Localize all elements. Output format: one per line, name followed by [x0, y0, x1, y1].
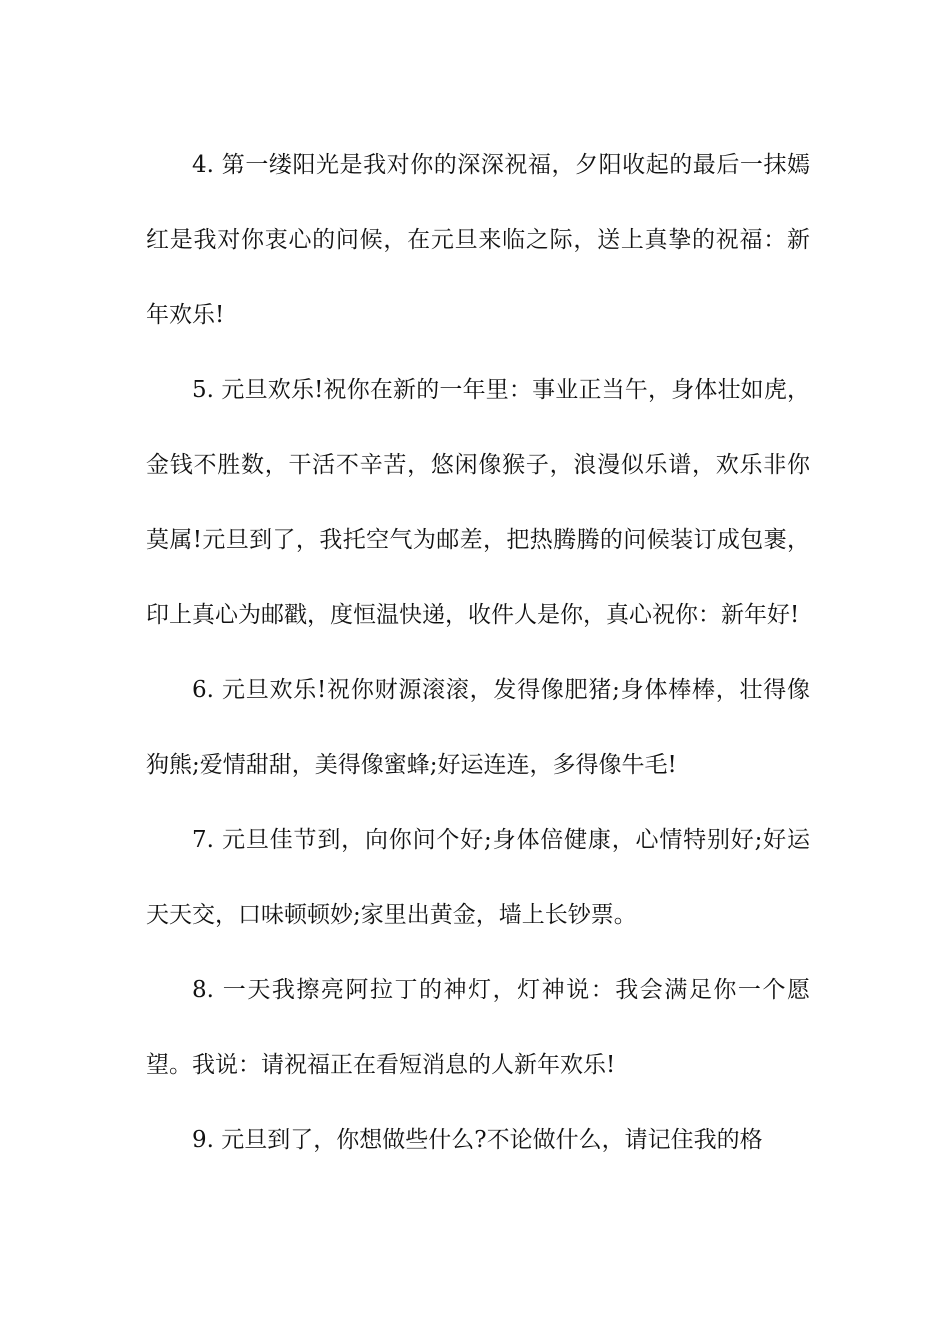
paragraph-4: 4. 第一缕阳光是我对你的深深祝福，夕阳收起的最后一抹嫣红是我对你衷心的问候，在元旦来临之际，送上真挚的祝福：新年欢乐!: [146, 152, 810, 328]
document-body: [146, 128, 810, 1178]
paragraph-7: 7. 元旦佳节到，向你问个好;身体倍健康，心情特别好;好运天天交，口味顿顿妙;家里出黄金，墙上长钞票。: [146, 827, 810, 928]
paragraph-9: 9. 元旦到了，你想做些什么?不论做什么，请记住我的格: [192, 1127, 763, 1153]
paragraph-6: 6. 元旦欢乐!祝你财源滚滚，发得像肥猪;身体棒棒，壮得像狗熊;爱情甜甜，美得像蜜蜂;好运连连，多得像牛毛!: [146, 677, 810, 778]
paragraph-5: 5. 元旦欢乐!祝你在新的一年里：事业正当午，身体壮如虎，金钱不胜数，干活不辛苦，悠闲像猴子，浪漫似乐谱，欢乐非你莫属!元旦到了，我托空气为邮差，把热腾腾的问候装订成包裹，印上真心为邮戳，度恒温快递，收件人是你，真心祝你：新年好!: [146, 377, 810, 628]
paragraph-8: 8. 一天我擦亮阿拉丁的神灯，灯神说：我会满足你一个愿望。我说：请祝福正在看短消息的人新年欢乐!: [146, 977, 810, 1078]
